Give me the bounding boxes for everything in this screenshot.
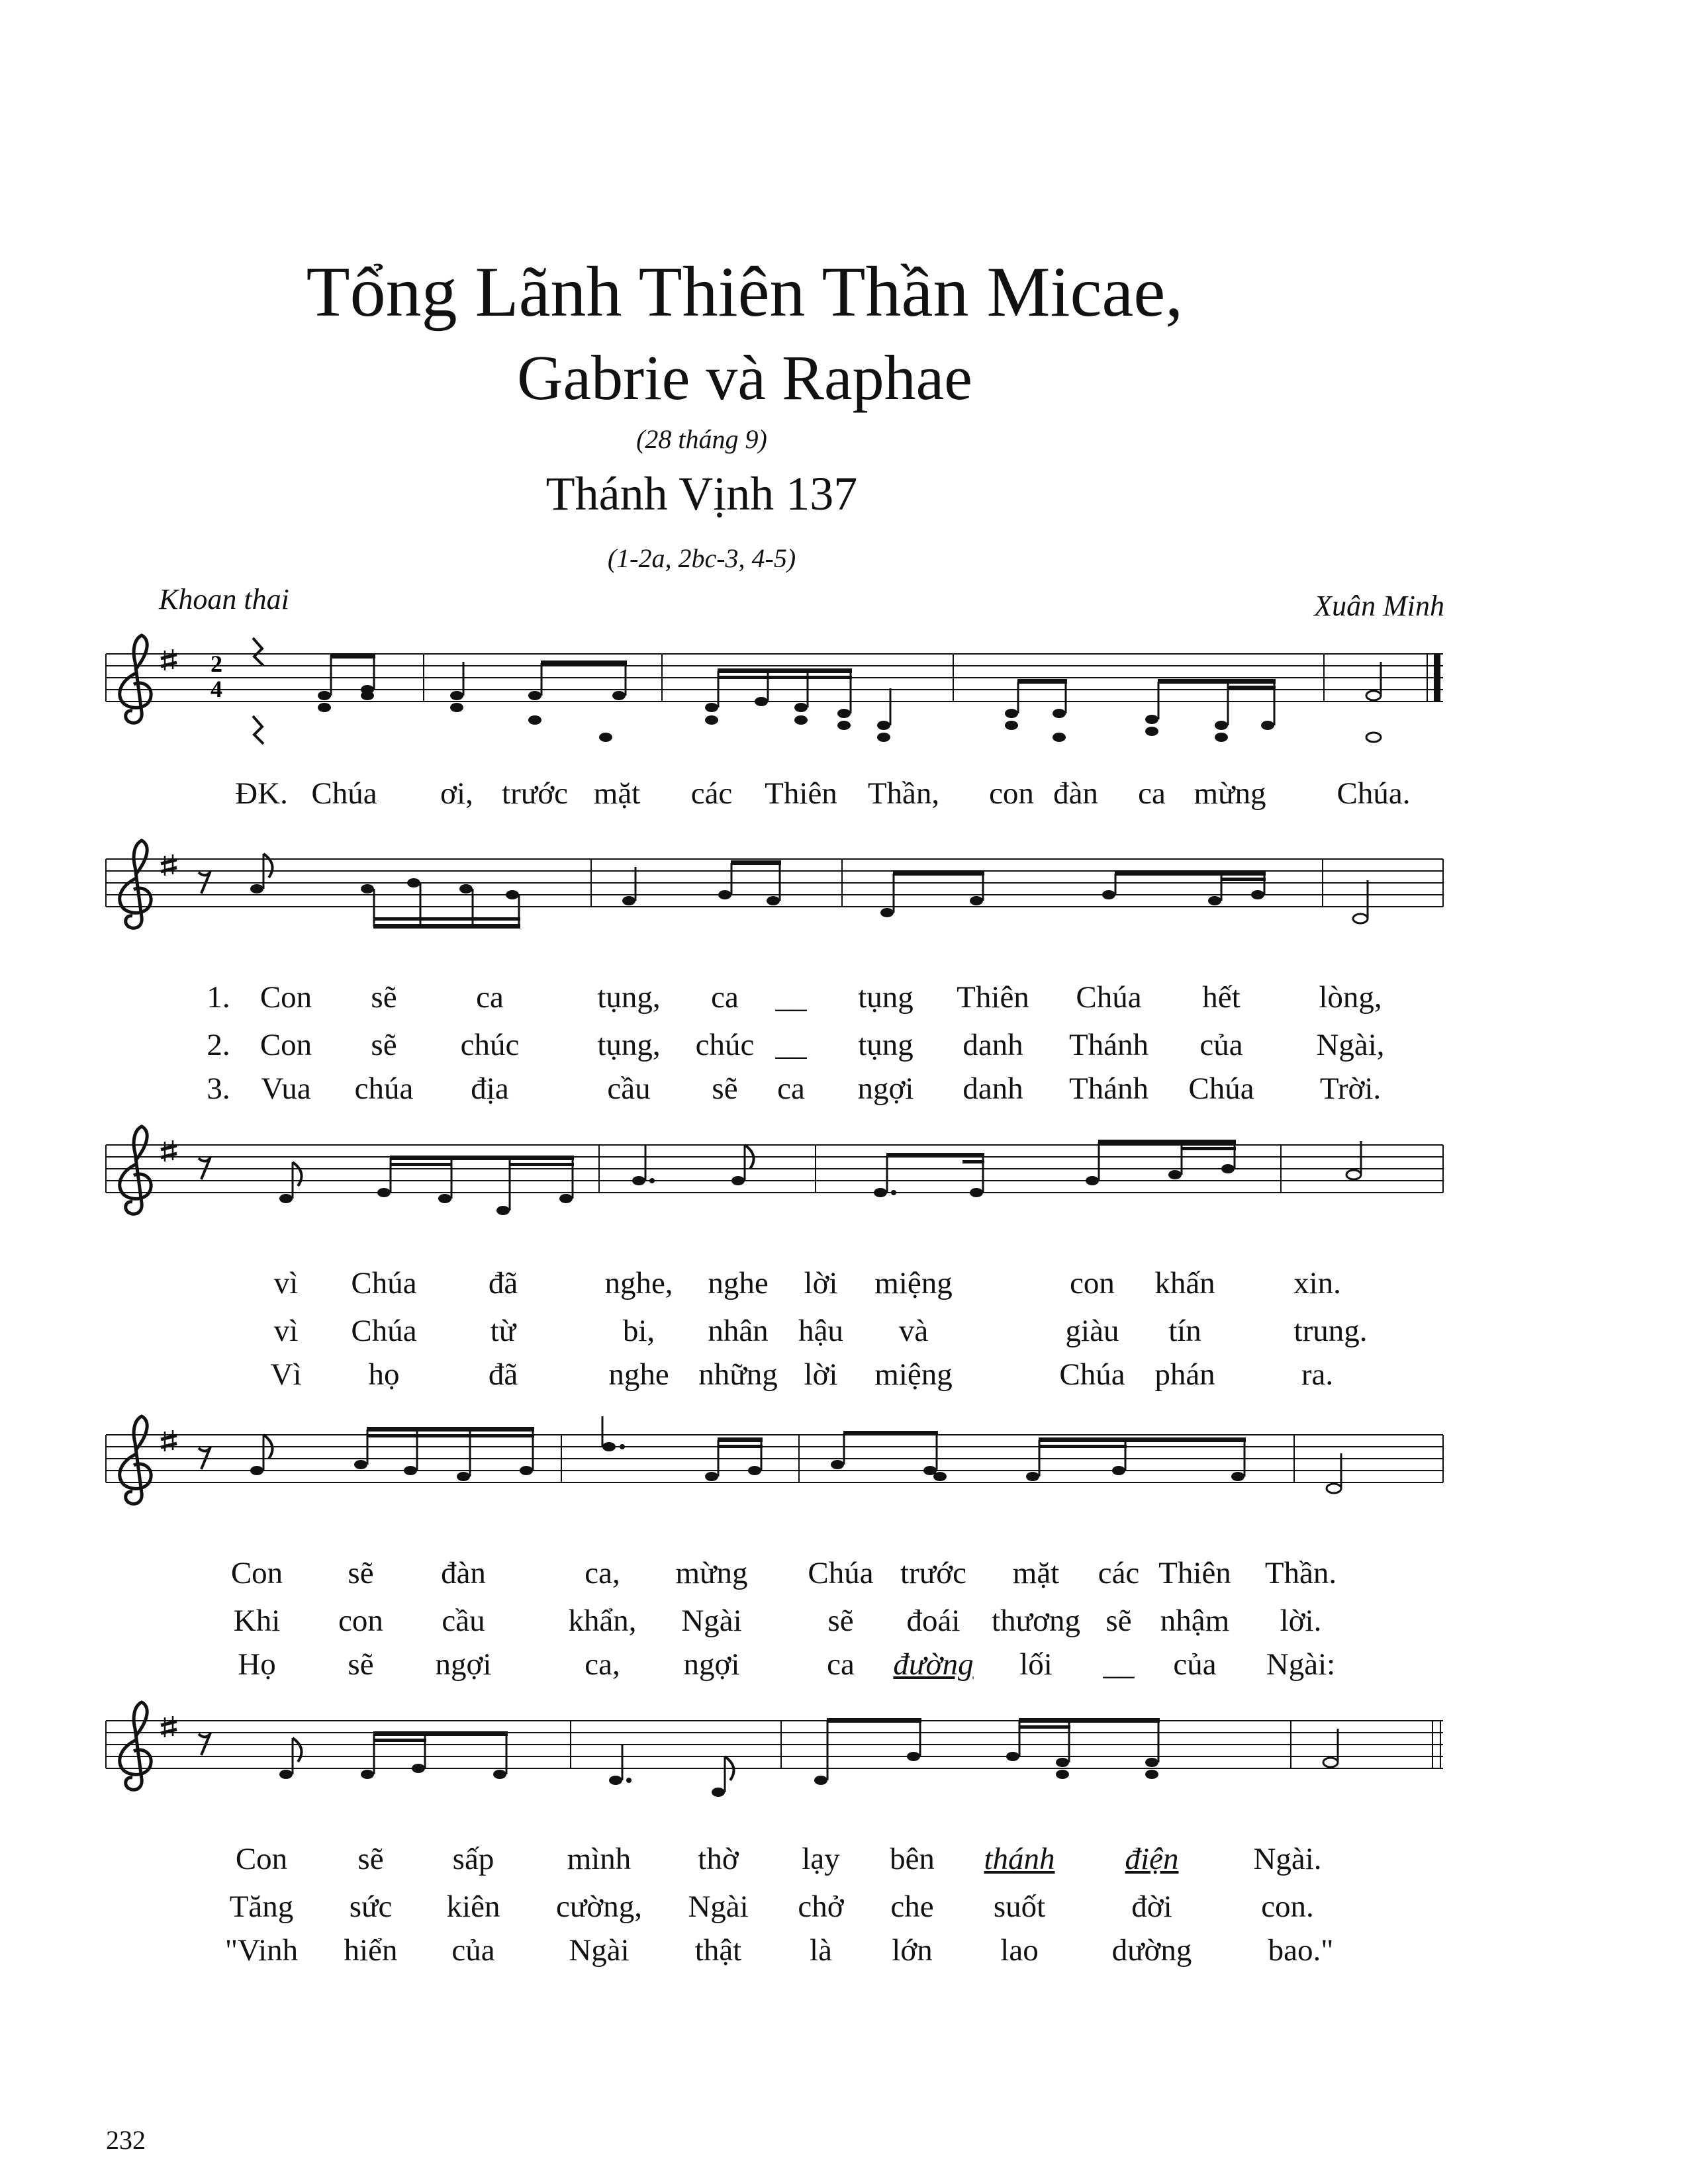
lyric-word: ca <box>777 1071 805 1106</box>
lyric-word: lao <box>1000 1933 1039 1968</box>
lyric-word: mặt <box>593 776 641 811</box>
lyric-word: Ngài <box>688 1889 749 1924</box>
sharp-icon <box>161 649 177 670</box>
lyric-word: những <box>698 1357 778 1392</box>
lyric-word: Thiên <box>765 776 837 811</box>
beams-system-1 <box>330 654 1276 689</box>
page-number: 232 <box>106 2125 146 2155</box>
lyric-word: bên <box>890 1842 935 1876</box>
beams-system-4 <box>367 1427 1246 1448</box>
sharp-icon <box>161 1716 177 1737</box>
lyric-word: Chúa. <box>1336 776 1411 811</box>
lyric-word: Con <box>235 1842 288 1876</box>
lyric-word: sức <box>349 1889 393 1924</box>
staff-system-5 <box>106 1702 1443 1797</box>
lyric-word: cường, <box>556 1889 642 1924</box>
lyric-word: Thần. <box>1264 1556 1337 1590</box>
lyric-word: Họ <box>238 1647 276 1682</box>
lyric-word: chúc <box>695 1028 755 1062</box>
lyric-word: tụng, <box>597 980 661 1015</box>
lyric-word: mình <box>567 1842 632 1876</box>
lyric-word: đàn <box>1053 776 1098 811</box>
verse-number: 3. <box>207 1071 230 1106</box>
lyric-word: nhân <box>708 1314 769 1348</box>
lyric-word: ca <box>1138 776 1166 811</box>
lyric-word: Ngài <box>569 1933 630 1968</box>
stems-system-2 <box>263 854 1368 927</box>
lyric-word: địa <box>471 1071 509 1106</box>
lyric-word: thương <box>992 1604 1080 1638</box>
lyric-word: Thần, <box>867 776 940 811</box>
lyric-word: ca <box>827 1647 855 1682</box>
lyric-word: "Vinh <box>224 1933 299 1968</box>
lyric-word: lời <box>804 1357 838 1392</box>
lyric-word: sấp <box>452 1842 494 1876</box>
feast-date: (28 tháng 9) <box>636 424 767 454</box>
lyric-word: tín <box>1168 1314 1201 1348</box>
lyric-word: sẽ <box>371 980 397 1015</box>
lyric-word: Chúa <box>311 776 377 811</box>
lyric-word: từ <box>490 1314 516 1348</box>
lyric-word: vì <box>273 1314 299 1348</box>
lyric-word: lạy <box>802 1842 840 1876</box>
treble-clef-icon <box>120 1126 151 1214</box>
lyric-word: hiển <box>344 1933 398 1968</box>
lyric-word: Vua <box>261 1071 311 1106</box>
lyric-word: ngợi <box>435 1647 492 1682</box>
lyric-word: Tăng <box>229 1889 294 1924</box>
lyric-word: tụng, <box>597 1028 661 1062</box>
lyric-word: nghe <box>608 1357 669 1392</box>
lyric-word: __ <box>775 980 807 1015</box>
lyric-word: là <box>810 1933 832 1968</box>
staff-system-2 <box>106 841 1443 929</box>
lyric-word: con <box>338 1604 383 1638</box>
lyric-word: ngợi <box>683 1647 740 1682</box>
lyric-word-emphasized: đường <box>893 1647 974 1682</box>
lyric-word: Chúa <box>1188 1071 1254 1106</box>
lyric-word: họ <box>368 1357 400 1392</box>
staff-system-3 <box>106 1126 1443 1215</box>
lyric-word: các <box>690 776 733 811</box>
lyric-word: tụng <box>858 980 914 1015</box>
notes-system-5 <box>279 1752 1158 1797</box>
half-note <box>1327 1484 1341 1493</box>
lyric-word: hết <box>1202 980 1241 1015</box>
lyric-word: __ <box>775 1028 807 1062</box>
lyric-word: sẽ <box>357 1842 384 1876</box>
treble-clef-icon <box>120 635 151 723</box>
psalm-verses: (1-2a, 2bc-3, 4-5) <box>607 543 796 573</box>
lyric-word: và <box>898 1314 929 1348</box>
lyric-word: ca <box>476 980 504 1015</box>
beams-system-3 <box>390 1140 1236 1166</box>
lyric-word: sẽ <box>348 1647 374 1682</box>
staff-system-4 <box>106 1416 1443 1504</box>
sharp-icon <box>161 1140 177 1161</box>
composer-name: Xuân Minh <box>1314 590 1444 622</box>
lyric-word: nhậm <box>1160 1604 1230 1638</box>
lyric-word: chở <box>798 1889 844 1924</box>
notes-system-2 <box>250 878 1264 917</box>
treble-clef-icon <box>120 1416 151 1504</box>
half-note <box>1323 1758 1338 1767</box>
lyric-word: giàu <box>1065 1314 1119 1348</box>
lyric-word: Ngài, <box>1316 1028 1385 1062</box>
lyric-word: lời. <box>1280 1604 1322 1638</box>
lyric-word: lối <box>1019 1647 1053 1682</box>
half-note <box>1346 1170 1361 1179</box>
lyric-word: ĐK. <box>235 776 288 811</box>
lyric-word: suốt <box>993 1889 1046 1924</box>
lyric-word: hậu <box>798 1314 843 1348</box>
lyric-word: Thánh <box>1068 1028 1149 1062</box>
song-title-line-2: Gabrie và Raphae <box>517 342 972 413</box>
lyric-word: Chúa <box>808 1556 874 1590</box>
lyric-word: Con <box>259 980 312 1015</box>
staff-system-1 <box>106 635 1443 744</box>
lyric-word: Thiên <box>957 980 1029 1015</box>
lyric-word: phán <box>1154 1357 1215 1392</box>
lyric-word: mừng <box>675 1556 748 1590</box>
lyric-word: sẽ <box>712 1071 738 1106</box>
lyric-word: Con <box>230 1556 283 1590</box>
lyric-word: Chúa <box>351 1266 417 1300</box>
lyric-word: Chúa <box>1076 980 1142 1015</box>
lyric-word: sẽ <box>827 1604 854 1638</box>
lyric-word: ca, <box>585 1556 620 1590</box>
lyric-word: miệng <box>874 1266 953 1300</box>
lyric-word: đoái <box>906 1604 961 1638</box>
lyric-word: mặt <box>1012 1556 1060 1590</box>
treble-clef-icon <box>120 841 151 928</box>
stems-system-3 <box>293 1141 1361 1210</box>
lyric-word: tụng <box>858 1028 914 1062</box>
time-signature-top: 2 <box>211 651 222 677</box>
lyric-word: con <box>1070 1266 1115 1300</box>
lyric-word: khẩn, <box>568 1604 637 1638</box>
lyric-word: Ngài: <box>1266 1647 1336 1682</box>
lyric-word: lớn <box>892 1933 933 1968</box>
lyric-word: sẽ <box>371 1028 397 1062</box>
lyric-word: con <box>989 776 1034 811</box>
half-notes-system-1 <box>1366 691 1381 742</box>
lyric-word: ca, <box>585 1647 620 1682</box>
lyric-word: đã <box>488 1266 518 1300</box>
lyric-word: danh <box>962 1071 1023 1106</box>
lyric-word: ca <box>711 980 739 1015</box>
verse-number: 1. <box>207 980 230 1015</box>
lyric-word: Con <box>259 1028 312 1062</box>
psalm-title: Thánh Vịnh 137 <box>545 467 858 520</box>
beams-system-5 <box>373 1718 1160 1742</box>
lyric-word: con. <box>1261 1889 1314 1924</box>
lyric-word-emphasized: điện <box>1125 1842 1179 1876</box>
lyric-word: Chúa <box>1059 1357 1125 1392</box>
lyric-word: xin. <box>1293 1266 1341 1300</box>
lyric-word: Chúa <box>351 1314 417 1348</box>
lyric-word: __ <box>1103 1647 1135 1682</box>
lyric-word: che <box>890 1889 934 1924</box>
lyric-word-emphasized: thánh <box>984 1842 1055 1876</box>
lyric-word: của <box>1199 1028 1243 1062</box>
half-note <box>1353 914 1368 923</box>
notes-system-3 <box>279 1164 1235 1215</box>
lyric-word: đàn <box>441 1556 486 1590</box>
lyric-word: sẽ <box>1105 1604 1132 1638</box>
tempo-marking: Khoan thai <box>159 583 289 615</box>
verse-number: 2. <box>207 1028 230 1062</box>
lyric-word: Ngài <box>681 1604 742 1638</box>
lyric-word: Thánh <box>1068 1071 1149 1106</box>
lyric-word: vì <box>273 1266 299 1300</box>
lyric-word: trước <box>900 1556 966 1590</box>
sharp-icon <box>161 1430 177 1451</box>
lyric-word: lòng, <box>1319 980 1382 1015</box>
lyric-word: chúa <box>354 1071 414 1106</box>
lyric-word: Ngài. <box>1253 1842 1322 1876</box>
lyric-word: ra. <box>1301 1357 1334 1392</box>
lyric-word: nghe, <box>604 1266 673 1300</box>
lyric-word: Thiên <box>1158 1556 1231 1590</box>
lyric-word: bao." <box>1268 1933 1334 1968</box>
lyric-word: cầu <box>442 1604 485 1638</box>
lyric-word: ơi, <box>440 776 473 811</box>
notes-system-1 <box>318 685 1274 742</box>
lyric-word: các <box>1098 1556 1140 1590</box>
lyric-word: ngợi <box>857 1071 914 1106</box>
lyric-word: Vì <box>270 1357 302 1392</box>
lyric-word: đời <box>1131 1889 1172 1924</box>
lyric-word: của <box>451 1933 495 1968</box>
lyric-word: chúc <box>460 1028 520 1062</box>
lyric-word: sẽ <box>348 1556 374 1590</box>
lyric-word: Trời. <box>1319 1071 1382 1106</box>
lyric-word: cầu <box>607 1071 651 1106</box>
lyric-word: miệng <box>874 1357 953 1392</box>
lyric-word: danh <box>962 1028 1023 1062</box>
sharp-icon <box>161 854 177 876</box>
lyric-word: mừng <box>1194 776 1266 811</box>
lyric-word: lời <box>804 1266 838 1300</box>
lyric-word: thật <box>694 1933 742 1968</box>
lyric-word: dường <box>1111 1933 1192 1968</box>
lyric-word: đã <box>488 1357 518 1392</box>
time-signature-bottom: 4 <box>211 676 222 702</box>
lyric-word: kiên <box>446 1889 500 1924</box>
lyric-word: Khi <box>233 1604 281 1638</box>
lyric-word: khấn <box>1154 1266 1215 1300</box>
treble-clef-icon <box>120 1702 151 1790</box>
lyric-word: trước <box>502 776 568 811</box>
lyric-word: trung. <box>1293 1314 1368 1348</box>
song-title-line-1: Tổng Lãnh Thiên Thần Micae, <box>306 253 1184 332</box>
lyric-word: thờ <box>698 1842 739 1876</box>
lyric-word: bi, <box>622 1314 655 1348</box>
lyric-word: nghe <box>708 1266 769 1300</box>
lyric-word: của <box>1173 1647 1217 1682</box>
